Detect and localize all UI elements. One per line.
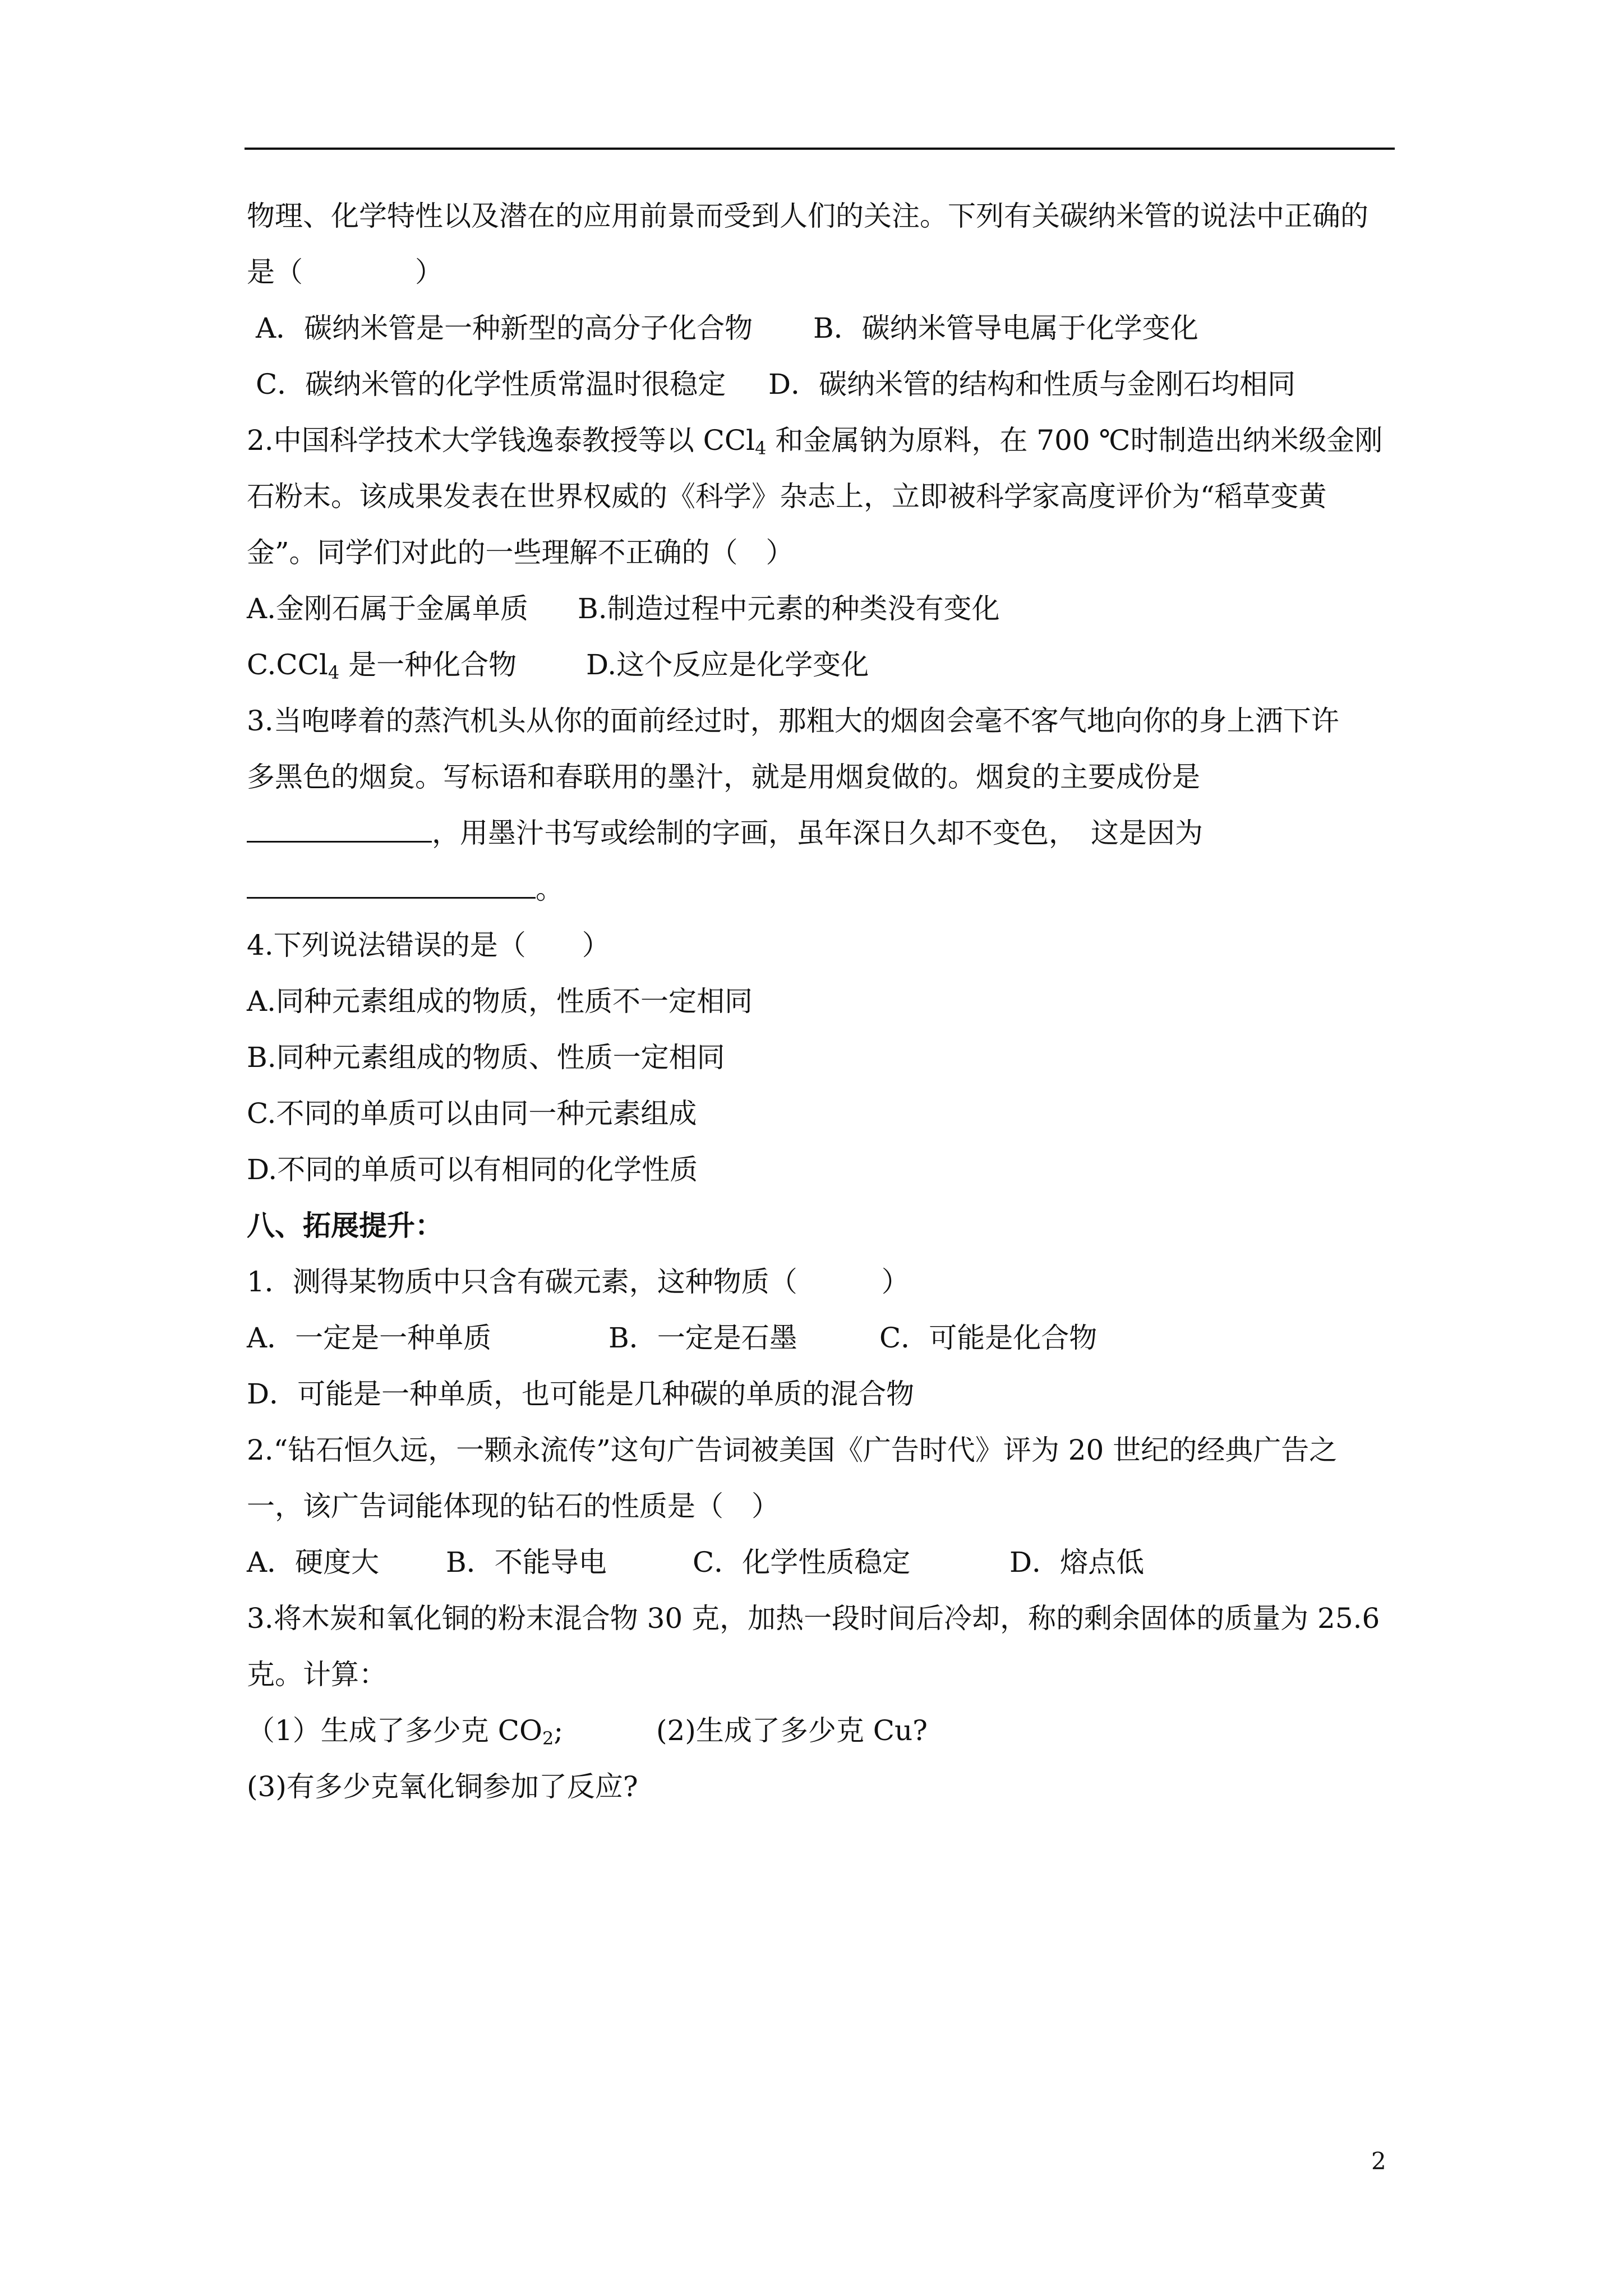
q3-stem-line4 — [247, 872, 564, 906]
s8-q1-stem: 1．测得某物质中只含有碳元素，这种物质（ ） — [247, 1266, 910, 1298]
s8-q2-option-c: C．化学性质稳定 — [693, 1546, 911, 1579]
s8-q1-option-d: D．可能是一种单质，也可能是几种碳的单质的混合物 — [247, 1378, 915, 1410]
q3-stem-line3-text: ，用墨汁书写或绘制的字画，虽年深日久却不变色， 这是因为 — [432, 817, 1203, 849]
header-rule — [245, 148, 1395, 150]
page-number: 2 — [1371, 2147, 1386, 2175]
q1-stem-line2: 是（ ） — [247, 256, 443, 288]
q3-stem-line4-text: 。 — [536, 873, 564, 905]
q3-answer-blank-2[interactable] — [247, 872, 536, 899]
q3-stem-line3 — [247, 816, 1203, 850]
q2-option-b: B.制造过程中元素的种类没有变化 — [578, 592, 1000, 625]
s8-q1-option-a: A．一定是一种单质 — [247, 1322, 492, 1354]
s8-q3-stem-line1: 3.将木炭和氧化铜的粉末混合物 30 克，加热一段时间后冷却，称的剩余固体的质量为 25.6 — [247, 1602, 1380, 1635]
s8-q1-option-b: B．一定是石墨 — [608, 1322, 797, 1354]
s8-q3-sub1-part2: ; — [554, 1714, 564, 1747]
q2-option-c-subscript: 4 — [328, 662, 340, 683]
q2-stem-line3: 金”。同学们对此的一些理解不正确的（ ） — [247, 536, 794, 569]
s8-q2-option-a: A．硬度大 — [247, 1546, 380, 1579]
q4-stem: 4.下列说法错误的是（ ） — [247, 929, 610, 961]
q2-option-c-part2: 是一种化合物 — [339, 648, 517, 681]
q2-option-c-part1: C.CCl — [247, 648, 328, 681]
section-heading: 八、拓展提升： — [247, 1209, 443, 1242]
q4-option-a: A.同种元素组成的物质，性质不一定相同 — [247, 985, 753, 1018]
q2-stem-line1 — [247, 424, 1383, 457]
q3-stem-line1: 3.当咆哮着的蒸汽机头从你的面前经过时，那粗大的烟囱会毫不客气地向你的身上洒下许 — [247, 705, 1339, 737]
q4-option-b: B.同种元素组成的物质、性质一定相同 — [247, 1041, 725, 1074]
s8-q1-option-c: C．可能是化合物 — [879, 1322, 1098, 1354]
q2-option-d: D.这个反应是化学变化 — [586, 648, 869, 681]
q1-option-a: A．碳纳米管是一种新型的高分子化合物 — [256, 312, 753, 344]
q2-stem-line1-part2: 和金属钠为原料，在 700 ℃时制造出纳米级金刚 — [766, 424, 1383, 457]
q1-option-b: B．碳纳米管导电属于化学变化 — [813, 312, 1198, 344]
s8-q2-stem-line1: 2.“钻石恒久远，一颗永流传”这句广告词被美国《广告时代》评为 20 世纪的经典广告之 — [247, 1434, 1338, 1466]
s8-q2-stem-line2: 一，该广告词能体现的钻石的性质是（ ） — [247, 1490, 780, 1522]
q1-stem-line1: 物理、化学特性以及潜在的应用前景而受到人们的关注。下列有关碳纳米管的说法中正确的 — [247, 200, 1368, 232]
s8-q3-sub3: (3)有多少克氧化铜参加了反应? — [247, 1770, 638, 1803]
s8-q3-sub1-subscript: 2 — [542, 1728, 554, 1749]
q1-option-c: C．碳纳米管的化学性质常温时很稳定 — [256, 368, 726, 401]
q2-subscript: 4 — [755, 438, 767, 459]
q3-answer-blank-1[interactable] — [247, 816, 432, 843]
q3-stem-line2: 多黑色的烟炱。写标语和春联用的墨汁，就是用烟炱做的。烟炱的主要成份是 — [247, 761, 1200, 793]
s8-q3-sub1 — [247, 1714, 563, 1747]
s8-q3-sub1-part1: （1）生成了多少克 CO — [247, 1714, 542, 1747]
q2-stem-line2: 石粉末。该成果发表在世界权威的《科学》杂志上，立即被科学家高度评价为“稻草变黄 — [247, 480, 1327, 513]
s8-q3-stem-line2: 克。计算： — [247, 1658, 387, 1691]
q4-option-d: D.不同的单质可以有相同的化学性质 — [247, 1153, 698, 1186]
s8-q2-option-b: B．不能导电 — [446, 1546, 607, 1579]
q2-option-c — [247, 648, 517, 682]
q2-stem-line1-part1: 2.中国科学技术大学钱逸泰教授等以 CCl — [247, 424, 755, 457]
q4-option-c: C.不同的单质可以由同一种元素组成 — [247, 1097, 697, 1130]
s8-q3-sub2: (2)生成了多少克 Cu? — [656, 1714, 928, 1747]
q1-option-d: D．碳纳米管的结构和性质与金刚石均相同 — [768, 368, 1296, 401]
q2-option-a: A.金刚石属于金属单质 — [247, 592, 529, 625]
s8-q2-option-d: D．熔点低 — [1009, 1546, 1145, 1579]
